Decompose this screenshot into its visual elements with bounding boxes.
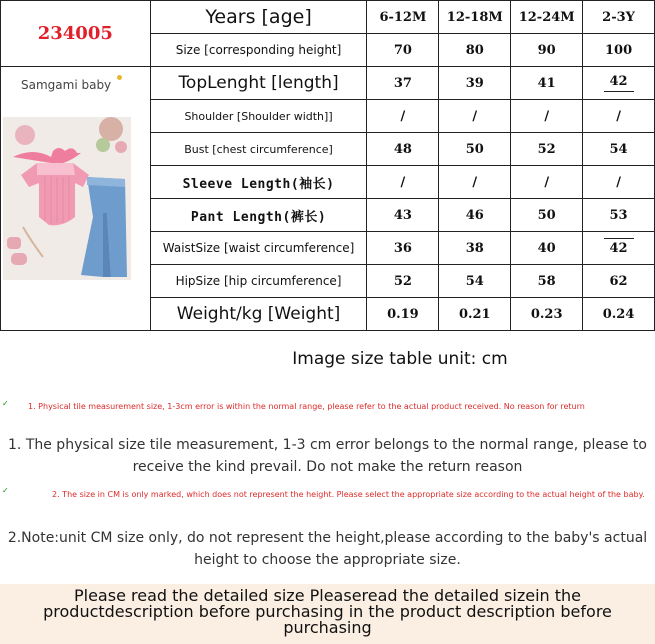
row-label: Pant Length(裤长) (150, 199, 367, 232)
cell-value: 53 (583, 199, 655, 232)
note-1: 1. The physical size tile measurement, 1-3 cm error belongs to the normal range, please to receive the kind prevail. Do not make the return reason (8, 437, 647, 475)
cell-value: 52 (511, 133, 583, 166)
cell-value: 0.23 (511, 298, 583, 331)
cell-value: / (367, 166, 439, 199)
check-icon: ✓ (2, 486, 9, 495)
row-label: Bust [chest circumference] (150, 133, 367, 166)
row-label: TopLenght [length] (150, 67, 367, 100)
cell-value: / (367, 100, 439, 133)
cell-value-text: 42 (604, 74, 634, 92)
cell-value: 50 (439, 133, 511, 166)
brand-dot-icon (117, 75, 122, 80)
check-icon: ✓ (2, 399, 9, 408)
cell-value: / (439, 166, 511, 199)
product-image-cell (1, 67, 151, 331)
cell-value: / (439, 100, 511, 133)
cell-value: 38 (439, 232, 511, 265)
product-code-cell (1, 1, 151, 67)
row-label: Shoulder [Shoulder width]] (150, 100, 367, 133)
row-label: Weight/kg [Weight] (150, 298, 367, 331)
age-header: 2-3Y (583, 1, 655, 34)
cell-value: 43 (367, 199, 439, 232)
height-value: 80 (439, 34, 511, 67)
height-value: 90 (511, 34, 583, 67)
cell-value: 39 (439, 67, 511, 100)
cell-value: 58 (511, 265, 583, 298)
unit-caption: Image size table unit: cm (292, 349, 508, 369)
row-label: HipSize [hip circumference] (150, 265, 367, 298)
note-2: 2.Note:unit CM size only, do not represent the height,please according to the baby's actual height to choose the appropriate size. (7, 530, 648, 568)
height-value: 100 (583, 34, 655, 67)
cell-value: 40 (511, 232, 583, 265)
table-row (1, 67, 655, 100)
cell-value: / (583, 100, 655, 133)
cell-value: 46 (439, 199, 511, 232)
cell-value (583, 232, 655, 265)
cell-value: 52 (367, 265, 439, 298)
cell-value: 0.19 (367, 298, 439, 331)
cell-value: 50 (511, 199, 583, 232)
cell-value: 37 (367, 67, 439, 100)
cell-value: 54 (583, 133, 655, 166)
height-label: Size [corresponding height] (150, 34, 367, 67)
product-code: 234005 (37, 23, 113, 44)
height-value: 70 (367, 34, 439, 67)
table-row (1, 1, 655, 34)
red-note-2: 2. The size in CM is only marked, which does not represent the height. Please select the appropriate size according to the actual height of the baby. (52, 490, 645, 499)
cell-value: 48 (367, 133, 439, 166)
age-header: 12-18M (439, 1, 511, 34)
cell-value: / (511, 166, 583, 199)
red-note-1: 1. Physical tile measurement size, 1-3cm error is within the normal range, please refer to the actual product received. No reason for return (28, 402, 585, 411)
cell-value: / (511, 100, 583, 133)
cell-value-text: 42 (604, 238, 634, 258)
cell-value: / (583, 166, 655, 199)
cell-value: 0.21 (439, 298, 511, 331)
cell-value (583, 67, 655, 100)
outfit-illustration (3, 117, 131, 280)
age-label: Years [age] (150, 1, 367, 34)
brand-logo: Samgami baby (21, 78, 112, 92)
cell-value: 0.24 (583, 298, 655, 331)
cell-value: 41 (511, 67, 583, 100)
banner-text: Please read the detailed size Pleaseread the detailed sizein the productdescription before purchasing in the product description before purchasing (43, 586, 612, 637)
row-label: WaistSize [waist circumference] (150, 232, 367, 265)
age-header: 12-24M (511, 1, 583, 34)
cell-value: 62 (583, 265, 655, 298)
row-label: Sleeve Length(袖长) (150, 166, 367, 199)
cell-value: 54 (439, 265, 511, 298)
age-header: 6-12M (367, 1, 439, 34)
cell-value: 36 (367, 232, 439, 265)
product-photo (3, 117, 131, 280)
